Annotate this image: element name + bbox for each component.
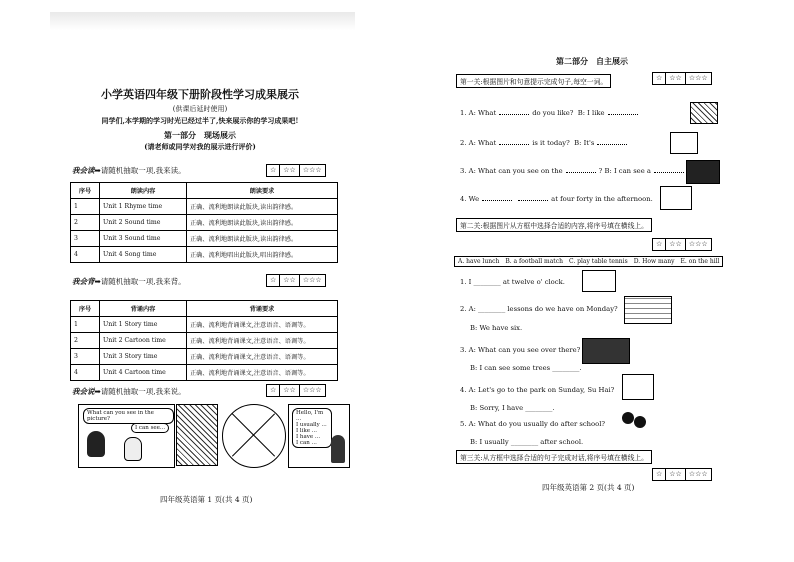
read-label: 我会读➡请随机抽取一项,我来读。 <box>72 166 186 175</box>
lunch-image <box>582 270 616 292</box>
rating-level2: ☆ ☆☆ ☆☆☆ <box>652 238 712 251</box>
football-image <box>622 374 654 400</box>
level2-reply: B: I can see some trees ________. <box>470 364 582 372</box>
recite-table: 序号 背诵内容 背诵要求 1 Unit 1 Story time 正确、流利地背诵课文,注意语音、语调等。 2 Unit 2 Cartoon time 正确、流利地背诵课文,注意语音、语调等。 3 Unit 3 Story time 正确、流利地背诵课文,注意语音、语调等。 4 Unit 4 Cartoon time 正确、流利地背诵课文,注意语音、语调等。 <box>70 300 338 381</box>
level2-item: 4. A: Let's go to the park on Sunday, Su Hai? <box>460 386 615 394</box>
right-page <box>452 8 732 498</box>
level1-heading: 第一关:根据图片和句意提示完成句子,每空一词。 <box>456 74 611 88</box>
tree-scene-image <box>176 404 218 466</box>
page-footer: 四年级英语第 1 页(共 4 页) <box>160 495 253 504</box>
table-row: 1 Unit 1 Rhyme time 正确、流利地朗读此版块,读出韵律感。 <box>71 199 338 215</box>
level2-item: 3. A: What can you see over there? <box>460 346 581 354</box>
table-row: 1 Unit 1 Story time 正确、流利地背诵课文,注意语音、语调等。 <box>71 317 338 333</box>
level2-heading: 第二关:根据图片从方框中选择合适的内容,将序号填在横线上。 <box>456 218 652 232</box>
level2-item: 5. A: What do you usually do after school? <box>460 420 606 428</box>
self-intro-picture: Hello, I'm ... I usually ... I like ... I have ... I can ... <box>288 404 350 468</box>
table-row: 2 Unit 2 Sound time 正确、流利地朗读此版块,读出韵律感。 <box>71 215 338 231</box>
level3-heading: 第三关:从方框中选择合适的句子完成对话,将序号填在横线上。 <box>456 450 652 464</box>
left-page <box>50 8 350 504</box>
level2-reply: B: We have six. <box>470 324 523 332</box>
page-title: 小学英语四年级下册阶段性学习成果展示 <box>101 88 299 101</box>
person-illustration <box>87 431 105 457</box>
person-illustration <box>124 437 142 461</box>
level1-item: 2. A: What is it today? B: It's <box>460 138 630 147</box>
table-tennis-image <box>622 412 648 438</box>
rating-read: ☆ ☆☆ ☆☆☆ <box>266 164 326 177</box>
level1-item: 4. We at four forty in the afternoon. <box>460 195 653 203</box>
recite-label: 我会背➡请随机抽取一项,我来背。 <box>72 277 186 286</box>
table-row: 4 Unit 4 Cartoon time 正确、流利地背诵课文,注意语音、语调等。 <box>71 365 338 381</box>
arrow-icon: ➡ <box>94 387 101 396</box>
part1-title: 第一部分 现场展示 <box>164 130 236 140</box>
person-illustration <box>331 435 345 463</box>
rating-recite: ☆ ☆☆ ☆☆☆ <box>266 274 326 287</box>
rating-level1: ☆ ☆☆ ☆☆☆ <box>652 72 712 85</box>
speak-picture-scene: What can you see in the picture? I can see... <box>78 404 175 468</box>
level2-item: 2. A: ________ lessons do we have on Monday? <box>460 305 618 313</box>
arrow-icon: ➡ <box>94 277 101 286</box>
level2-reply: B: Sorry, I have ________. <box>470 404 555 412</box>
level1-item: 3. A: What can you see on the ? B: I can see a <box>460 166 687 175</box>
part2-title: 第二部分 自主展示 <box>556 56 628 66</box>
level2-item: 1. I ________ at twelve o' clock. <box>460 278 565 286</box>
page-subtitle: (供课后延时使用) <box>172 105 228 113</box>
afternoon-image <box>660 186 692 210</box>
read-table: 序号 朗读内容 朗读要求 1 Unit 1 Rhyme time 正确、流利地朗读此版块,读出韵律感。 2 Unit 2 Sound time 正确、流利地朗读此版块,读出韵律感。 3 Unit 3 Sound time 正确、流利地朗读此版块,读出韵律感。 4 Unit 4 Song time 正确、流利地唱出此版块,唱出韵律感。 <box>70 182 338 263</box>
arrow-icon: ➡ <box>94 166 101 175</box>
classroom-image <box>686 160 720 184</box>
rating-speak: ☆ ☆☆ ☆☆☆ <box>266 384 326 397</box>
hill-image <box>582 338 630 364</box>
timetable-image <box>624 296 672 324</box>
calendar-image <box>670 132 698 154</box>
level1-item: 1. A: What do you like? B: I like <box>460 108 641 117</box>
options-box: A. have lunch B. a football match C. play table tennis D. How many E. on the hill <box>454 256 723 267</box>
food-image <box>690 102 718 124</box>
table-row: 3 Unit 3 Story time 正确、流利地背诵课文,注意语音、语调等。 <box>71 349 338 365</box>
table-row: 2 Unit 2 Cartoon time 正确、流利地背诵课文,注意语音、语调等。 <box>71 333 338 349</box>
part1-note: (请老师或同学对我的展示进行评价) <box>144 142 256 151</box>
rating-level3: ☆ ☆☆ ☆☆☆ <box>652 468 712 481</box>
page-footer: 四年级英语第 2 页(共 4 页) <box>542 483 635 492</box>
intro-text: 同学们,本学期的学习时光已经过半了,快来展示你的学习成果吧! <box>101 116 299 125</box>
activities-wheel-image <box>222 404 286 468</box>
table-row: 3 Unit 3 Sound time 正确、流利地朗读此版块,读出韵律感。 <box>71 231 338 247</box>
level2-reply: B: I usually ________ after school. <box>470 438 584 446</box>
speak-label: 我会说➡请随机抽取一项,我来说。 <box>72 387 186 396</box>
table-row: 4 Unit 4 Song time 正确、流利地唱出此版块,唱出韵律感。 <box>71 247 338 263</box>
